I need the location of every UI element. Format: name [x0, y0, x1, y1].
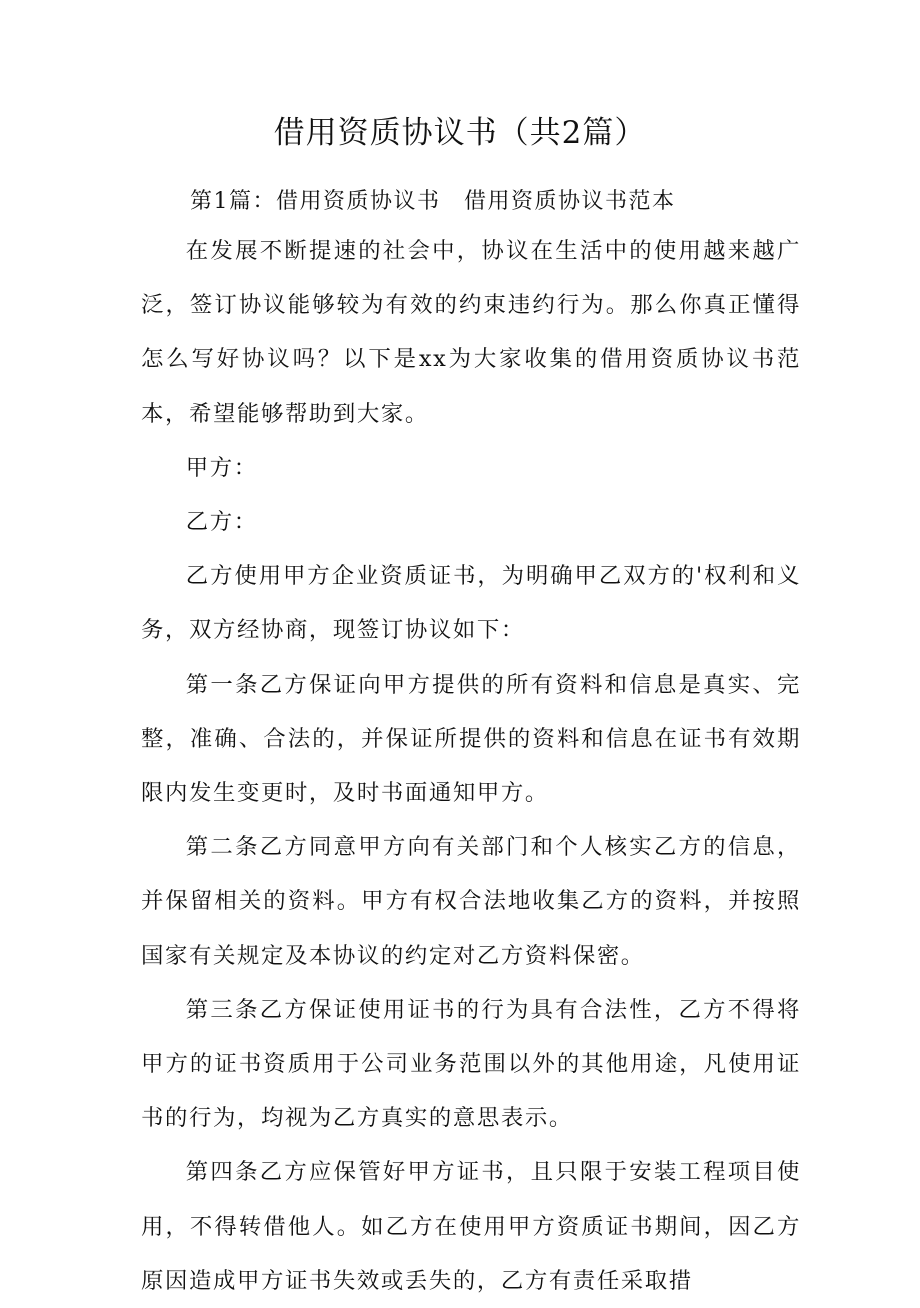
paragraph-intro: 在发展不断提速的社会中，协议在生活中的使用越来越广泛，签订协议能够较为有效的约束违约行为。那么你真正懂得怎么写好协议吗？以下是xx为大家收集的借用资质协议书范本，希望能够帮助到大家。 — [141, 238, 801, 427]
paragraph-preamble: 乙方使用甲方企业资质证书，为明确甲乙双方的'权利和义务，双方经协商，现签订协议如下： — [141, 563, 801, 644]
paragraph-party-a: 甲方： — [185, 454, 258, 481]
paragraph-article-3: 第三条乙方保证使用证书的行为具有合法性，乙方不得将甲方的证书资质用于公司业务范围以外的其他用途，凡使用证书的行为，均视为乙方真实的意思表示。 — [141, 996, 801, 1132]
document-body — [141, 224, 801, 1308]
paragraph-article-2: 第二条乙方同意甲方向有关部门和个人核实乙方的信息，并保留相关的资料。甲方有权合法地收集乙方的资料，并按照国家有关规定及本协议的约定对乙方资料保密。 — [141, 834, 801, 969]
paragraph-party-b: 乙方： — [185, 509, 258, 536]
document-subtitle: 第1篇：借用资质协议书 借用资质协议书范本 — [190, 189, 676, 214]
paragraph-article-4: 第四条乙方应保管好甲方证书，且只限于安装工程项目使用，不得转借他人。如乙方在使用甲方资质证书期间，因乙方原因造成甲方证书失效或丢失的，乙方有责任采取措 — [141, 1159, 801, 1294]
document-title: 借用资质协议书（共2篇） — [273, 115, 647, 151]
paragraph-article-1: 第一条乙方保证向甲方提供的所有资料和信息是真实、完整，准确、合法的，并保证所提供的资料和信息在证书有效期限内发生变更时，及时书面通知甲方。 — [141, 671, 801, 807]
